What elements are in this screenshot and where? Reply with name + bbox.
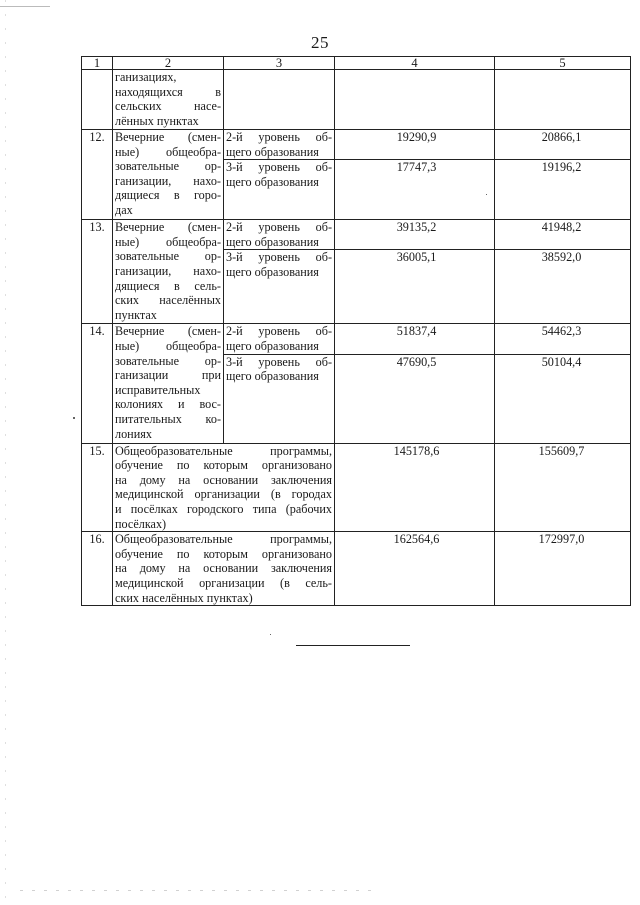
level-cell	[224, 130, 335, 160]
row-number-cell: 14.	[82, 324, 113, 443]
name-line: зовательные ор-	[115, 353, 221, 368]
row-name-cell	[113, 70, 224, 130]
row-number-cell: 13.	[82, 220, 113, 324]
table-row-15	[82, 443, 631, 532]
header-col-4: 4	[335, 57, 495, 70]
value-cell: 39135,2	[335, 220, 495, 250]
name-line: посёлках)	[115, 516, 167, 531]
scan-speck	[486, 194, 487, 195]
name-line: лённых пунктах	[115, 113, 199, 128]
value-cell: 47690,5	[335, 354, 495, 443]
name-line: ные) общеобра-	[115, 144, 221, 159]
name-line: ских населённых	[115, 293, 221, 308]
name-line: колониях и вос-	[115, 397, 221, 412]
name-line: медицинской организации (в городах	[115, 487, 332, 502]
name-line: сельских насе-	[115, 99, 221, 114]
level-line: щего образования	[226, 369, 319, 384]
table-row-14	[82, 324, 631, 354]
level-line: 2-й уровень об-	[226, 324, 332, 339]
level-line: щего образования	[226, 234, 319, 249]
row-name-cell	[113, 130, 224, 220]
name-line: Общеобразовательные программы,	[115, 532, 332, 547]
value-cell: 172997,0	[495, 532, 631, 606]
table-row-13	[82, 220, 631, 250]
row-number-cell: 12.	[82, 130, 113, 220]
page-number: 25	[311, 33, 329, 52]
scan-speck	[73, 417, 75, 419]
name-line: ских населённых пунктах)	[115, 590, 253, 605]
value-cell: 41948,2	[495, 220, 631, 250]
value-cell: 36005,1	[335, 250, 495, 324]
closing-rule	[296, 645, 410, 646]
value-cell: 145178,6	[335, 443, 495, 532]
name-line: дящиеся в сель-	[115, 278, 221, 293]
level-line: 3-й уровень об-	[226, 354, 332, 369]
header-col-1: 1	[82, 57, 113, 70]
name-line: находящихся в	[115, 84, 221, 99]
value-cell	[335, 70, 495, 130]
level-line: 3-й уровень об-	[226, 250, 332, 265]
row-name-cell	[113, 532, 335, 606]
scan-edge-mark	[0, 6, 50, 7]
level-cell	[224, 250, 335, 324]
tariff-table	[81, 56, 631, 606]
name-line: на дому на основании заключения	[115, 561, 332, 576]
value-cell: 51837,4	[335, 324, 495, 354]
level-cell	[224, 354, 335, 443]
value-cell	[495, 70, 631, 130]
level-line: 3-й уровень об-	[226, 160, 332, 175]
name-line: Общеобразовательные программы,	[115, 443, 332, 458]
row-name-cell	[113, 324, 224, 443]
level-line: 2-й уровень об-	[226, 220, 332, 235]
header-col-2: 2	[113, 57, 224, 70]
value-cell: 38592,0	[495, 250, 631, 324]
level-line: щего образования	[226, 264, 319, 279]
table-row-16	[82, 532, 631, 606]
value-cell: 17747,3	[335, 160, 495, 220]
header-col-3: 3	[224, 57, 335, 70]
name-line: обучение по которым организовано	[115, 458, 332, 473]
name-line: ные) общеобра-	[115, 234, 221, 249]
value-cell: 155609,7	[495, 443, 631, 532]
name-line: обучение по которым организовано	[115, 546, 332, 561]
name-line: ганизациях,	[115, 70, 177, 84]
value-cell: 50104,4	[495, 354, 631, 443]
value-cell: 19290,9	[335, 130, 495, 160]
level-line: щего образования	[226, 144, 319, 159]
row-number-cell: 15.	[82, 443, 113, 532]
name-line: зовательные ор-	[115, 159, 221, 174]
name-line: ганизации, нахо-	[115, 173, 221, 188]
value-cell: 54462,3	[495, 324, 631, 354]
name-line: ганизации при	[115, 368, 221, 383]
row-name-cell	[113, 220, 224, 324]
name-line: дящиеся в горо-	[115, 188, 221, 203]
name-line: Вечерние (смен-	[115, 220, 221, 235]
name-line: питательных ко-	[115, 411, 221, 426]
name-line: зовательные ор-	[115, 249, 221, 264]
name-line: лониях	[115, 426, 152, 441]
level-cell	[224, 220, 335, 250]
name-line: пунктах	[115, 307, 157, 322]
name-line: ные) общеобра-	[115, 338, 221, 353]
level-cell	[224, 70, 335, 130]
name-line: и посёлках городского типа (рабочих	[115, 501, 332, 516]
row-name-cell	[113, 443, 335, 532]
scan-edge-dots	[5, 0, 6, 905]
value-cell: 19196,2	[495, 160, 631, 220]
level-cell	[224, 324, 335, 354]
row-number-cell	[82, 70, 113, 130]
level-cell	[224, 160, 335, 220]
row-number-cell: 16.	[82, 532, 113, 606]
value-cell: 20866,1	[495, 130, 631, 160]
name-line: дах	[115, 202, 133, 217]
name-line: исправительных	[115, 382, 201, 397]
name-line: на дому на основании заключения	[115, 472, 332, 487]
level-line: 2-й уровень об-	[226, 130, 332, 144]
header-col-5: 5	[495, 57, 631, 70]
table-row-12	[82, 130, 631, 160]
name-line: Вечерние (смен-	[115, 130, 221, 144]
level-line: щего образования	[226, 174, 319, 189]
name-line: медицинской организации (в сель-	[115, 575, 332, 590]
scan-speck	[270, 634, 271, 635]
table-row-continued	[82, 70, 631, 130]
scan-bottom-dots	[20, 890, 380, 891]
name-line: Вечерние (смен-	[115, 324, 221, 339]
value-cell: 162564,6	[335, 532, 495, 606]
level-line: щего образования	[226, 338, 319, 353]
table-header-row	[82, 57, 631, 70]
name-line: ганизации, нахо-	[115, 263, 221, 278]
